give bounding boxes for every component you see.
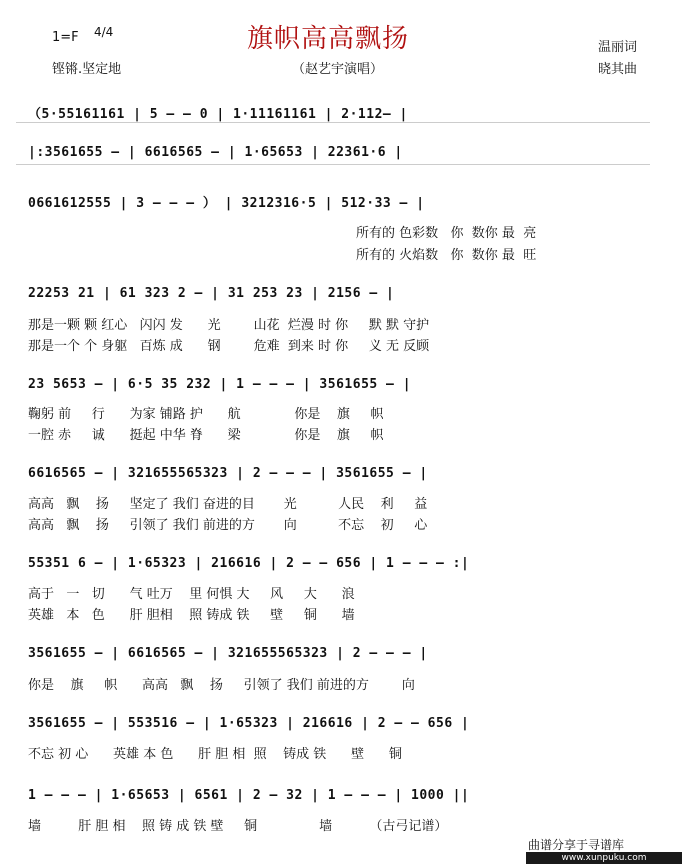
singer: （赵艺宇演唱）	[292, 62, 384, 77]
score-row-3: 0661612555 | 3 – – – ） | 3212316·5 | 512·33 – |	[28, 196, 425, 211]
score-row-9: 3561655 – | 553516 – | 1·65323 | 216616 | 2 – – 656 |	[28, 716, 470, 731]
lyricist: 温丽词	[598, 40, 638, 55]
row-divider	[16, 164, 650, 165]
song-title: 旗帜高高飘扬	[247, 24, 410, 54]
lyric-line: 你是 旗 帜 高高 飘 扬 引领了 我们 前进的方 向	[28, 678, 415, 693]
score-row-6: 6616565 – | 321655565323 | 2 – – – | 3561655 – |	[28, 466, 428, 481]
score-row-1: （5·55161161 | 5 – – 0 | 1·11161161 | 2·112– |	[28, 107, 408, 122]
score-row-10: 1 – – – | 1·65653 | 6561 | 2 – 32 | 1 – – – | 1000 ||	[28, 788, 470, 803]
site-url[interactable]: www.xunpuku.com	[526, 852, 682, 864]
score-row-5: 23 5653 – | 6·5 35 232 | 1 – – – | 3561655 – |	[28, 377, 412, 392]
lyric-line: 一腔 赤 诚 挺起 中华 脊 梁 你是 旗 帜	[28, 428, 384, 443]
score-row-2: |:3561655 – | 6616565 – | 1·65653 | 22361·6 |	[28, 145, 403, 160]
lyric-line: 英雄 本 色 肝 胆相 照 铸成 铁 壁 铜 墙	[28, 608, 355, 623]
lyric-line: 鞠躬 前 行 为家 铺路 护 航 你是 旗 帜	[28, 407, 384, 422]
time-signature: 4/4	[94, 25, 114, 39]
lyric-line: 所有的 色彩数 你 数你 最 亮	[356, 226, 537, 241]
lyric-line: 高于 一 切 气 吐万 里 何惧 大 风 大 浪	[28, 587, 355, 602]
lyric-line: 高高 飘 扬 引领了 我们 前进的方 向 不忘 初 心	[28, 518, 428, 533]
lyric-line: 高高 飘 扬 坚定了 我们 奋进的目 光 人民 利 益	[28, 497, 428, 512]
lyric-line: 那是一个 个 身躯 百炼 成 钢 危难 到来 时 你 义 无 反顾	[28, 339, 430, 354]
lyric-line: 那是一颗 颗 红心 闪闪 发 光 山花 烂漫 时 你 默 默 守护	[28, 318, 430, 333]
key-signature: 1=F	[52, 30, 79, 45]
score-row-4: 22253 21 | 61 323 2 – | 31 253 23 | 2156 – |	[28, 286, 395, 301]
score-row-8: 3561655 – | 6616565 – | 321655565323 | 2 – – – |	[28, 646, 428, 661]
lyric-line: 不忘 初 心 英雄 本 色 肝 胆 相 照 铸成 铁 壁 铜	[28, 747, 402, 762]
tempo-mark: 铿锵.坚定地	[52, 62, 122, 77]
score-row-7: 55351 6 – | 1·65323 | 216616 | 2 – – 656 | 1 – – – :|	[28, 556, 470, 571]
composer: 晓其曲	[598, 62, 638, 77]
row-divider	[16, 122, 650, 123]
site-note: 曲谱分享于寻谱库	[528, 838, 625, 852]
lyric-line: 墙 肝 胆 相 照 铸 成 铁 壁 铜 墙 （古弓记谱）	[28, 819, 448, 834]
lyric-line: 所有的 火焰数 你 数你 最 旺	[356, 248, 537, 263]
